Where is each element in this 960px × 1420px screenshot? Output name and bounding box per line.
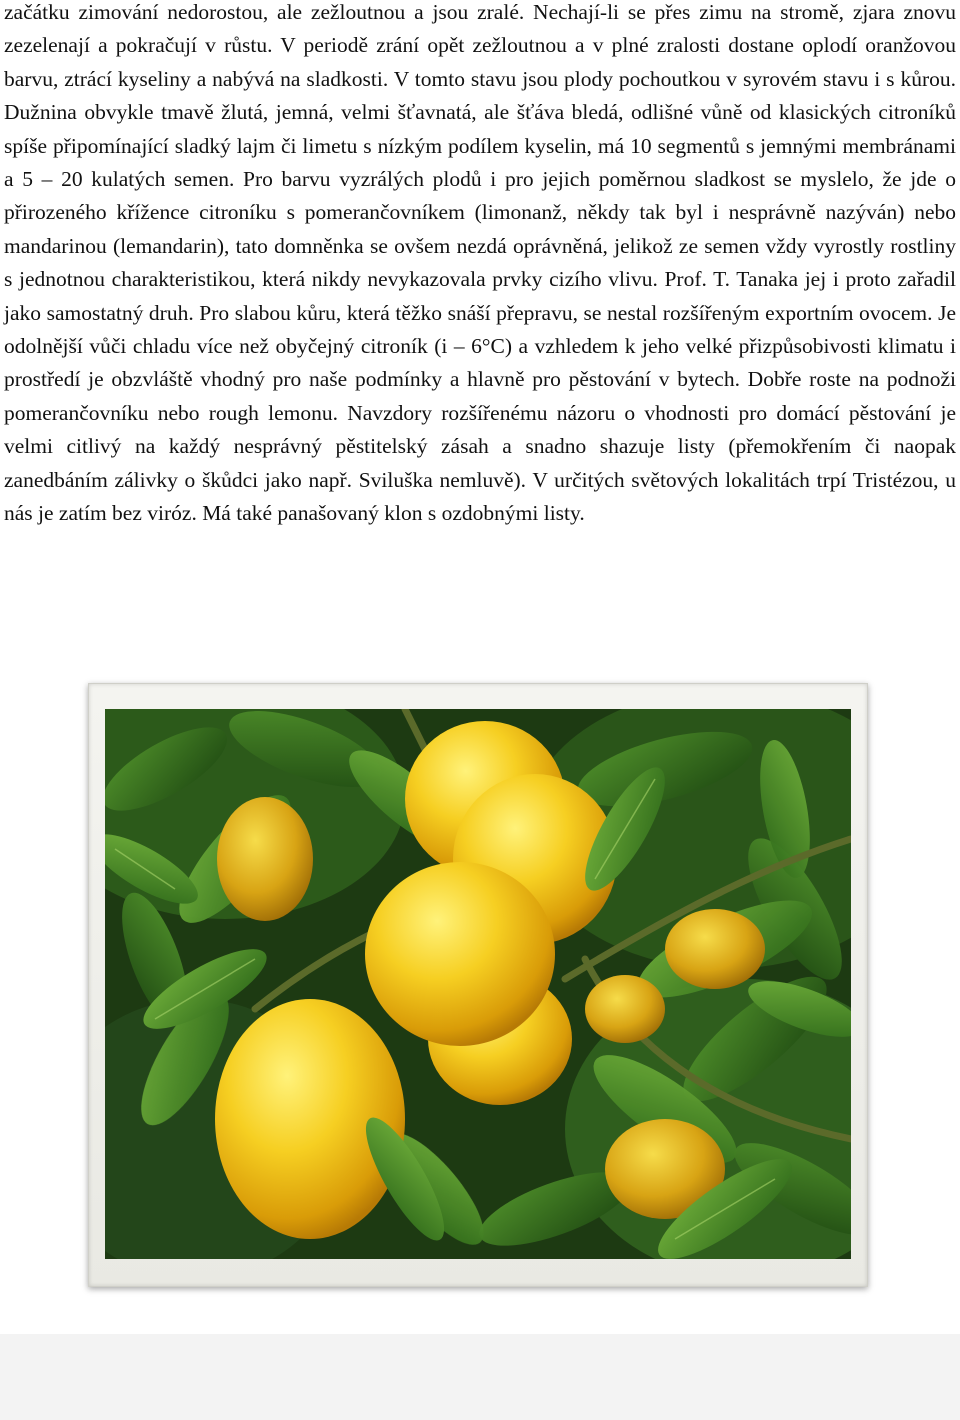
lemon-photo	[105, 709, 851, 1259]
body-paragraph: začátku zimování nedorostou, ale zežloutnou a jsou zralé. Nechají-li se přes zimu na stromě, zjara znovu zezelenají a pokračují v růstu. V periodě zrání opět zežloutnou a v plné zralosti dostane oplodí oranžovou barvu, ztrácí kyseliny a nabývá na sladkosti. V tomto stavu jsou plody pochoutkou v syrovém stavu i s kůrou. Dužnina obvykle tmavě žlutá, jemná, velmi šťavnatá, ale šťáva bledá, odlišné vůně od klasických citroníků spíše připomínající sladký lajm či limetu s nízkým podílem kyselin, má 10 segmentů s jemnými membránami a 5 – 20 kulatých semen. Pro barvu vyzrálých plodů i pro jejich poměrnou sladkost se myslelo, že jde o přirozeného křížence citroníku s pomerančovníkem (limonanž, někdy tak byl i nesprávně nazýván) nebo mandarinou (lemandarin), tato domněnka se ovšem nezdá oprávněná, jelikož ze semen vždy vyrostly rostliny s jednotnou charakteristikou, která nikdy nevykazovala prvky cizího vlivu. Prof. T. Tanaka jej i proto zařadil jako samostatný druh. Pro slabou kůru, která těžko snáší přepravu, se nestal rozšířeným exportním ovocem. Je odolnější vůči chladu více než obyčejný citroník (i – 6°C) a vzhledem k jeho velké přizpůsobivosti klimatu i prostředí je obzvláště vhodný pro naše podmínky a hlavně pro pěstování v bytech. Dobře roste na podnoži pomerančovníku nebo rough lemonu. Navzdory rozšířenému názoru o vhodnosti pro domácí pěstování je velmi citlivý na každý nesprávný pěstitelský zásah a snadno shazuje listy (přemokřením či naopak zanedbáním zálivky o škůdci jako např. Sviluška nemluvě). V určitých světových lokalitách trpí Tristézou, u nás je zatím bez viróz. Má také panašovaný klon s ozdobnými listy.	[4, 0, 956, 526]
photo-frame	[88, 683, 868, 1287]
footer-band	[0, 1334, 960, 1420]
